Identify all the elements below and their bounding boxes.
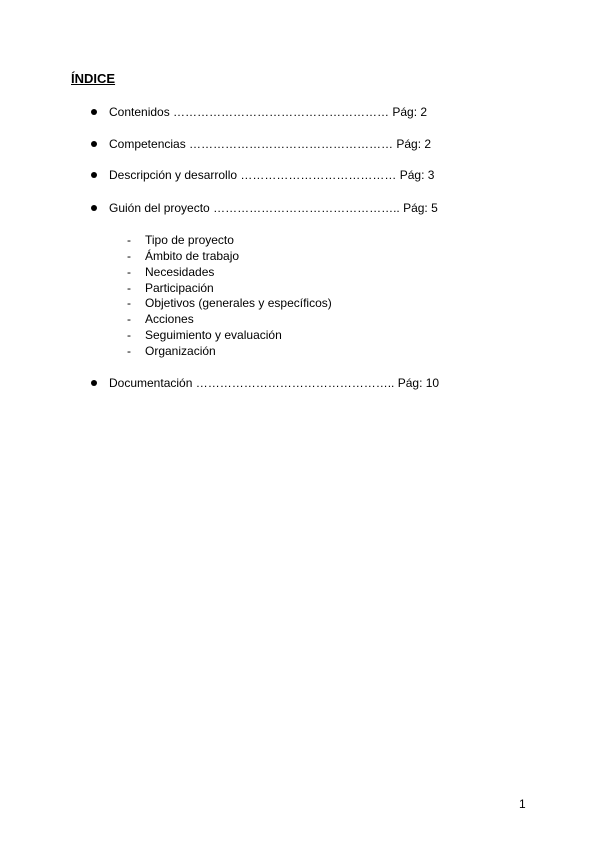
- toc-entry-text: Documentación ………………………………………….. Pág: 10: [109, 376, 440, 390]
- index-heading: ÍNDICE: [71, 71, 116, 86]
- toc-subitem-text: Acciones: [145, 312, 194, 326]
- dash-marker: -: [127, 296, 131, 310]
- toc-entry-text: Contenidos ……………………………………………… Pág: 2: [109, 105, 428, 119]
- page-number: 1: [519, 797, 526, 811]
- toc-entry-text: Competencias …………………………………………… Pág: 2: [109, 137, 432, 151]
- dash-marker: -: [127, 249, 131, 263]
- bullet-icon: [91, 380, 97, 386]
- bullet-icon: [91, 205, 97, 211]
- toc-subitem-text: Objetivos (generales y específicos): [145, 296, 332, 310]
- dash-marker: -: [127, 281, 131, 295]
- toc-subitem-text: Ámbito de trabajo: [145, 249, 240, 263]
- toc-subitem-text: Tipo de proyecto: [145, 233, 234, 247]
- dash-marker: -: [127, 344, 131, 358]
- dash-marker: -: [127, 312, 131, 326]
- toc-subitem-text: Necesidades: [145, 265, 215, 279]
- toc-subitem-text: Organización: [145, 344, 216, 358]
- bullet-icon: [91, 172, 97, 178]
- dash-marker: -: [127, 233, 131, 247]
- bullet-icon: [91, 141, 97, 147]
- toc-entry-text: Guión del proyecto ……………………………………….. Pág: 5: [109, 201, 438, 215]
- dash-marker: -: [127, 328, 131, 342]
- bullet-icon: [91, 109, 97, 115]
- toc-subitem-text: Seguimiento y evaluación: [145, 328, 282, 342]
- toc-subitem-text: Participación: [145, 281, 214, 295]
- toc-entry-text: Descripción y desarrollo ………………………………… Pág: 3: [109, 168, 435, 182]
- dash-marker: -: [127, 265, 131, 279]
